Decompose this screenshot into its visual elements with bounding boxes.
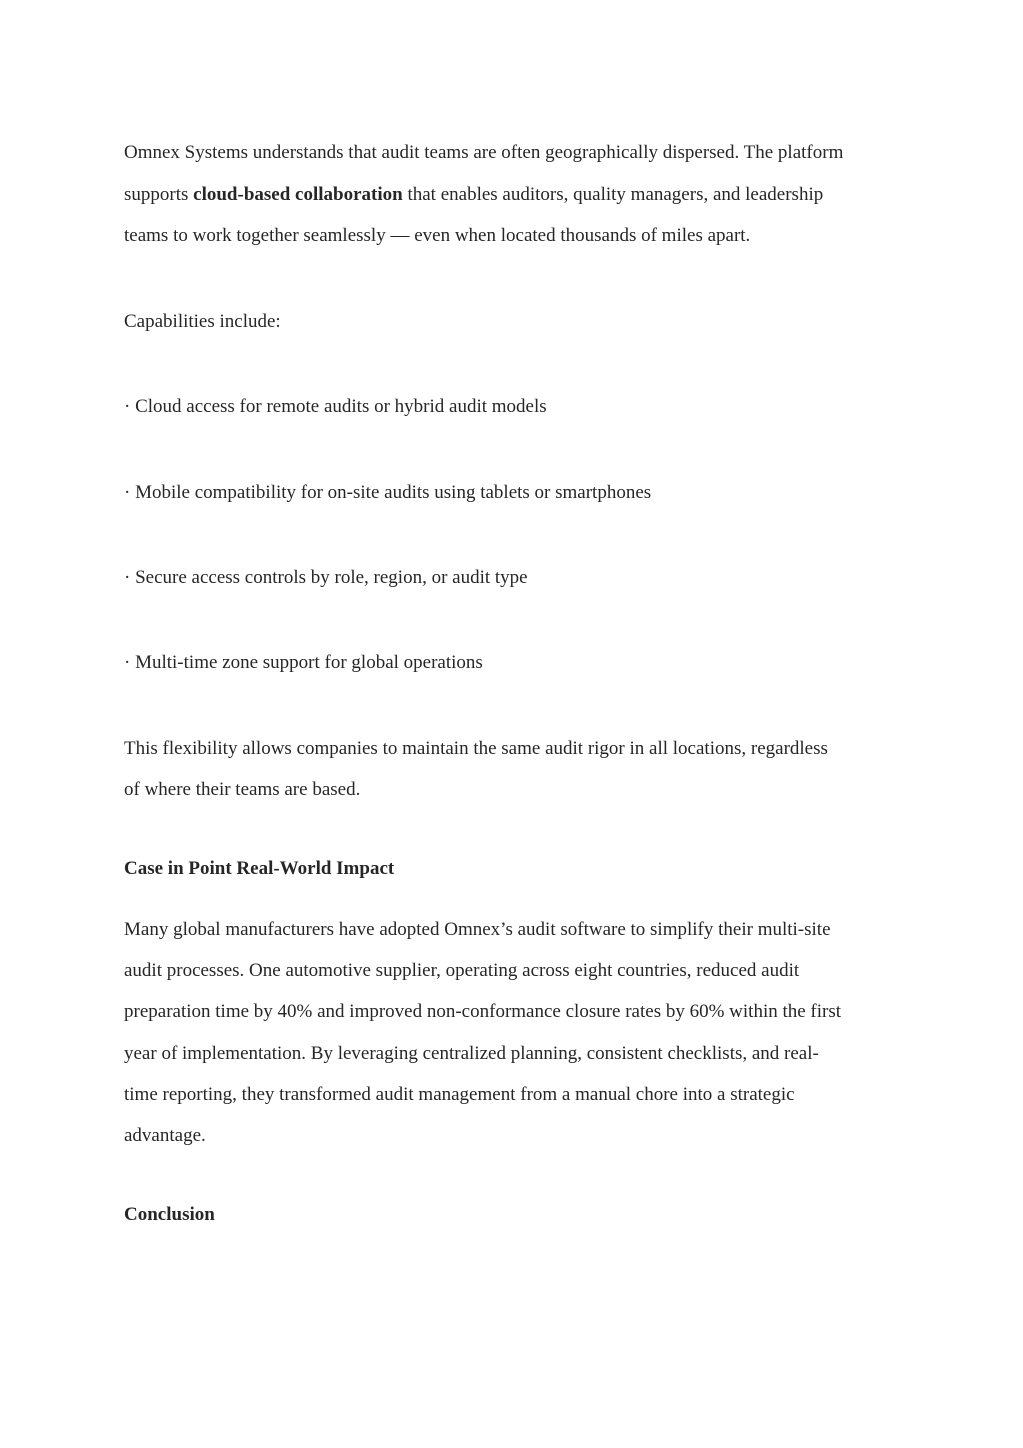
intro-line-1: Omnex Systems understands that audit teams are often geographically dispersed. The platform bbox=[124, 142, 844, 163]
case-line-1: Many global manufacturers have adopted Omnex’s audit software to simplify their multi-site bbox=[124, 919, 831, 940]
flexibility-line-1: This flexibility allows companies to maintain the same audit rigor in all locations, regardless bbox=[124, 738, 828, 759]
intro-line-2-prefix: supports bbox=[124, 184, 194, 205]
intro-bold-phrase: cloud-based collaboration bbox=[193, 184, 403, 205]
list-item: · Multi-time zone support for global operations bbox=[124, 652, 483, 673]
case-line-6: advantage. bbox=[124, 1125, 206, 1146]
flexibility-line-2: of where their teams are based. bbox=[124, 779, 361, 800]
list-item: · Mobile compatibility for on-site audits using tablets or smartphones bbox=[124, 482, 652, 503]
intro-line-2-suffix: that enables auditors, quality managers, and leadership bbox=[402, 184, 824, 205]
case-line-3: preparation time by 40% and improved non-conformance closure rates by 60% within the first bbox=[124, 1001, 842, 1022]
capabilities-heading: Capabilities include: bbox=[124, 311, 281, 332]
case-line-4: year of implementation. By leveraging centralized planning, consistent checklists, and real- bbox=[124, 1043, 819, 1064]
list-item: · Cloud access for remote audits or hybrid audit models bbox=[124, 396, 547, 417]
intro-line-2 bbox=[124, 183, 823, 207]
conclusion-heading: Conclusion bbox=[124, 1204, 215, 1225]
intro-line-3: teams to work together seamlessly — even when located thousands of miles apart. bbox=[124, 225, 751, 246]
case-line-5: time reporting, they transformed audit management from a manual chore into a strategic bbox=[124, 1084, 795, 1105]
case-heading: Case in Point Real-World Impact bbox=[124, 858, 395, 879]
list-item: · Secure access controls by role, region, or audit type bbox=[124, 567, 528, 588]
case-line-2: audit processes. One automotive supplier, operating across eight countries, reduced audit bbox=[124, 960, 800, 981]
